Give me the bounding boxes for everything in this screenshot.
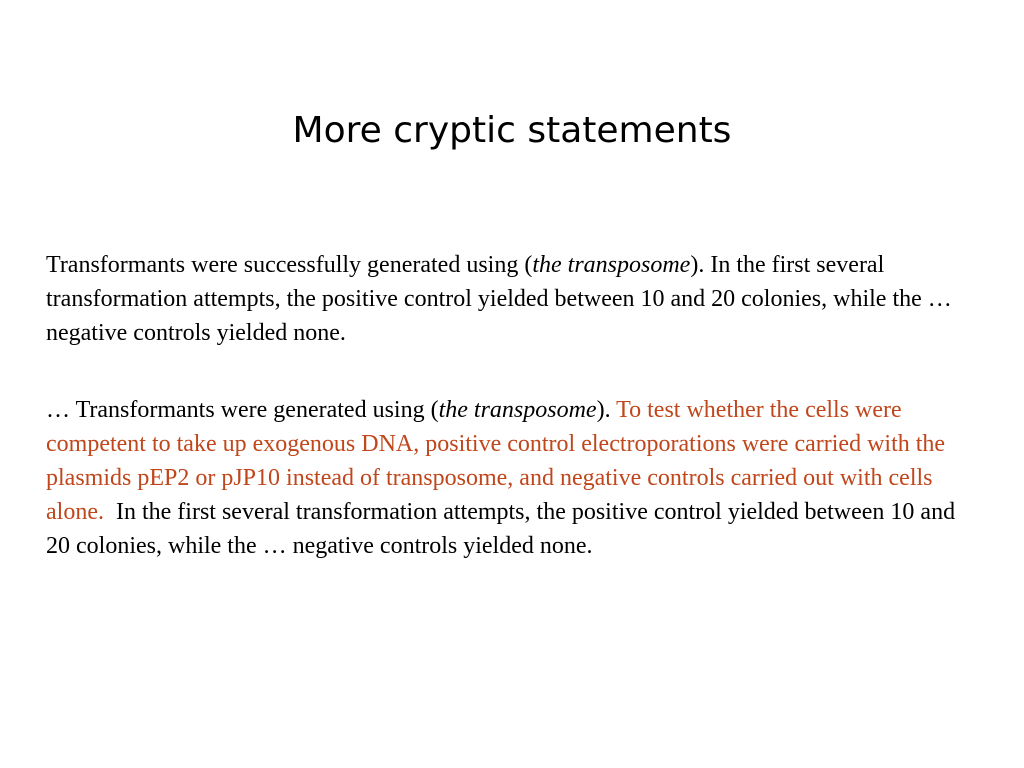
paragraph-1-italic-term: the transposome — [532, 252, 691, 278]
paragraph-1-text-start: Transformants were successfully generated using ( — [46, 252, 533, 278]
body-paragraph-1 — [46, 248, 966, 350]
paragraph-2-text-end: In the first several transformation attempts, the positive control yielded between 10 and 20 colonies, while the … negative controls yielded none. — [46, 499, 962, 559]
paragraph-2-highlighted-text: To test whether the cells were competent to take up exogenous DNA, positive control electroporations were carried with the plasmids pEP2 or pJP10 instead of transposome, and negative controls carried out with cells alone. — [46, 397, 946, 525]
paragraph-2-text-mid: ). — [596, 397, 617, 423]
slide-title: More cryptic statements — [292, 110, 732, 151]
paragraph-2-text-start: … Transformants were generated using ( — [46, 397, 439, 423]
paragraph-1-text-end: ). In the first several transformation attempts, the positive control yielded between 10 and 20 colonies, while the … negative controls yielded none. — [46, 252, 952, 346]
body-paragraph-2 — [46, 393, 966, 563]
paragraph-2-italic-term: the transposome — [438, 397, 597, 423]
